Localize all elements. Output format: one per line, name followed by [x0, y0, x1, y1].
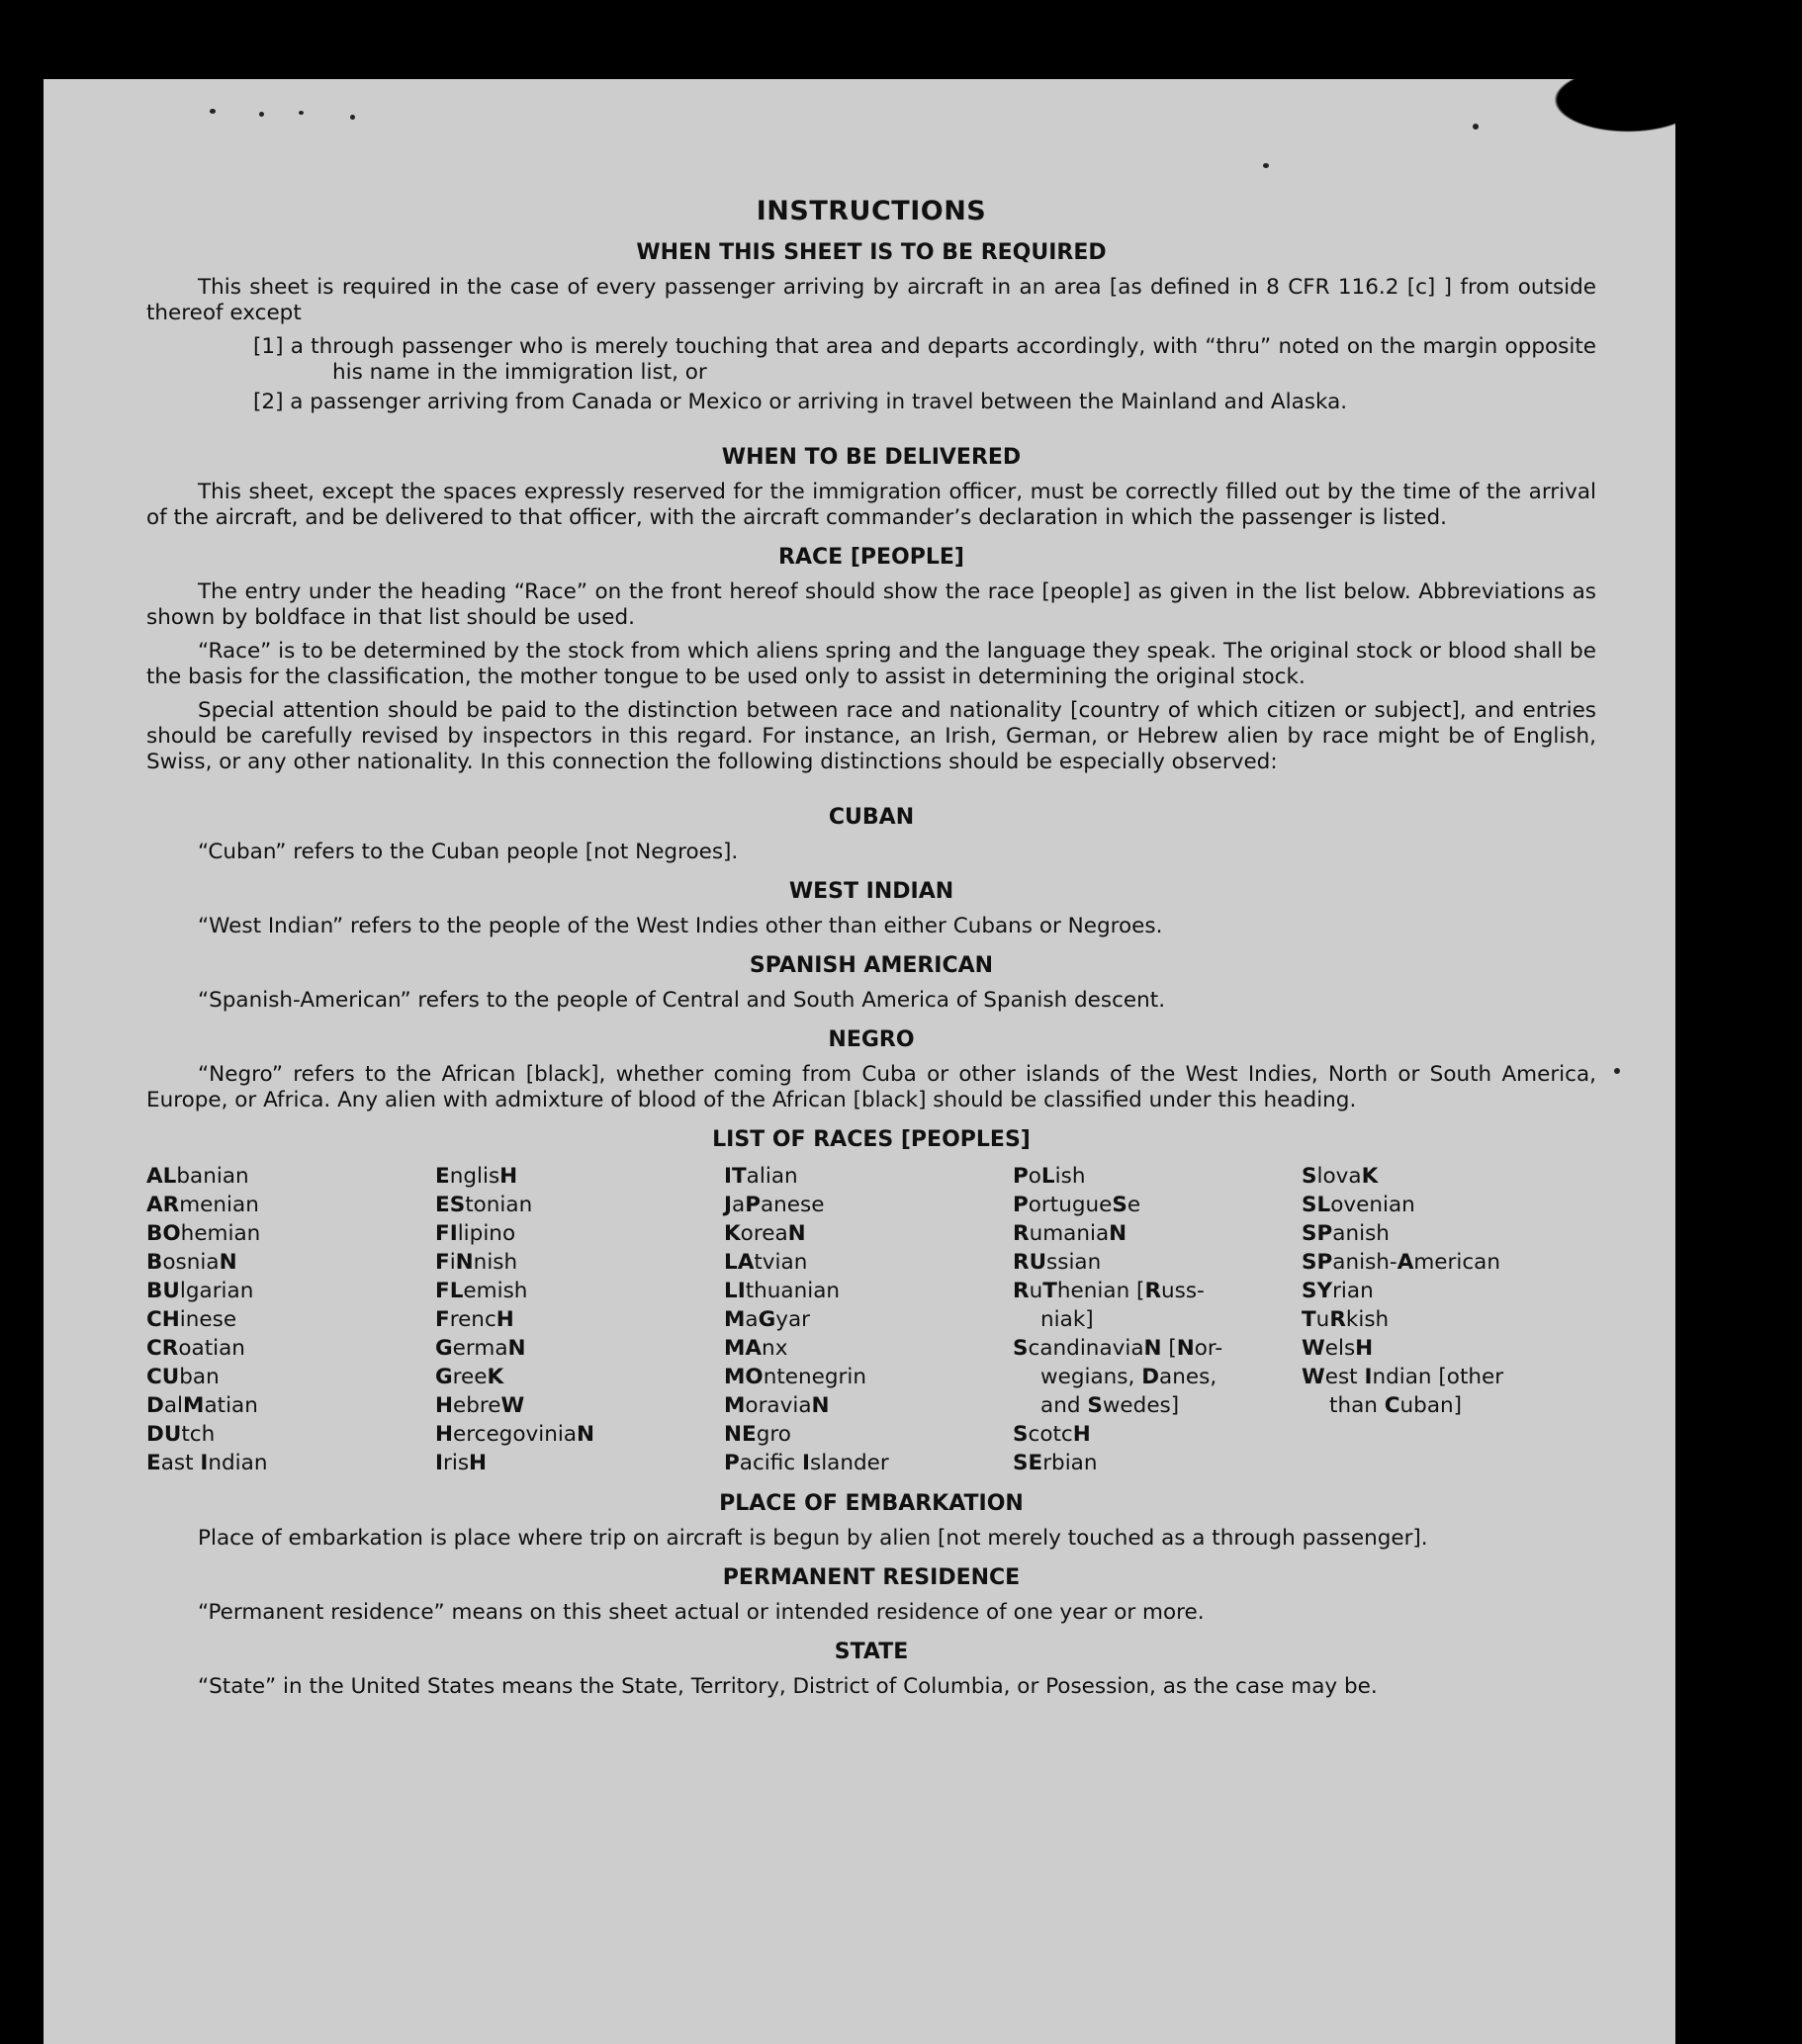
race-entry: SErbian: [1013, 1451, 1098, 1475]
race-entry: GreeK: [435, 1365, 504, 1389]
ink-speck: [1473, 124, 1479, 130]
race-column: [435, 1162, 724, 1477]
race-entry: and Swedes]: [1040, 1393, 1180, 1418]
race-column: [724, 1162, 1013, 1477]
race-entry: RuThenian [Russ-: [1013, 1279, 1205, 1303]
west-indian-text: “West Indian” refers to the people of the West Indies other than either Cubans or Negroes.: [198, 914, 1163, 938]
section-heading-state: STATE: [834, 1640, 909, 1664]
race-entry: TuRkish: [1302, 1307, 1390, 1332]
section-heading-negro: NEGRO: [828, 1027, 915, 1052]
race-entry: JaPanese: [724, 1193, 825, 1217]
race-entry: SPanish: [1302, 1221, 1390, 1246]
race-entry: ITalian: [724, 1164, 798, 1189]
race-entry: than Cuban]: [1329, 1393, 1463, 1418]
race-entry: niak]: [1040, 1307, 1094, 1332]
ink-speck: [299, 111, 304, 115]
section-heading-spanish-american: SPANISH AMERICAN: [749, 953, 994, 978]
race-entry: MAnx: [724, 1336, 788, 1361]
race-entry: CUban: [146, 1365, 220, 1389]
section-heading-list-of-races: LIST OF RACES [PEOPLES]: [712, 1127, 1031, 1152]
race-entry: BOhemian: [146, 1221, 261, 1246]
race-entry: ScotcH: [1013, 1422, 1091, 1447]
race-entry: HercegoviniaN: [435, 1422, 595, 1447]
race-entry: SYrian: [1302, 1279, 1374, 1303]
ink-speck: [1263, 163, 1269, 168]
exception-list: [146, 334, 1596, 415]
race-entry: NEgro: [724, 1422, 791, 1447]
ink-speck: [259, 112, 264, 117]
exception-item: [1] a through passenger who is merely touching that area and departs accordingly, with “thru” noted on the margin opposite his name in the immigration list, or: [253, 334, 1596, 385]
section-heading-cuban: CUBAN: [828, 805, 915, 830]
race-entry: SPanish-American: [1302, 1250, 1500, 1275]
instruction-sheet: [44, 79, 1675, 2044]
race-entry: SlovaK: [1302, 1164, 1379, 1189]
race-paragraph: Special attention should be paid to the distinction between race and nationality [country of which citizen or subject], and entries should be carefully revised by inspectors in this regard. For instance, an Irish, German, or Hebrew alien by race might be of English, Swiss, or any other nationality. In this connection the following distinctions should be especially observed:: [146, 698, 1596, 774]
race-list: [146, 1162, 1596, 1477]
race-entry: FiNnish: [435, 1250, 518, 1275]
race-entry: wegians, Danes,: [1040, 1365, 1217, 1389]
race-entry: EStonian: [435, 1193, 533, 1217]
race-paragraph: The entry under the heading “Race” on the front hereof should show the race [people] as given in the list below. Abbreviations as shown by boldface in that list should be used.: [146, 579, 1596, 630]
section-heading-residence: PERMANENT RESIDENCE: [722, 1565, 1021, 1590]
race-entry: West Indian [other: [1302, 1365, 1504, 1389]
embarkation-text: Place of embarkation is place where trip on aircraft is begun by alien [not merely touched as a through passenger].: [198, 1526, 1428, 1551]
page-title: INSTRUCTIONS: [756, 196, 987, 226]
race-entry: East Indian: [146, 1451, 268, 1475]
race-entry: CRoatian: [146, 1336, 245, 1361]
race-column: [1302, 1162, 1590, 1477]
race-entry: RUssian: [1013, 1250, 1102, 1275]
race-entry: BosniaN: [146, 1250, 237, 1275]
negro-text: “Negro” refers to the African [black], whether coming from Cuba or other islands of the West Indies, North or South America, Europe, or Africa. Any alien with admixture of blood of the African [black] should be classified under this heading.: [146, 1062, 1596, 1112]
race-paragraph: “Race” is to be determined by the stock from which aliens spring and the language they speak. The original stock or blood shall be the basis for the classification, the mother tongue to be used only to assist in determining the original stock.: [146, 639, 1596, 689]
race-entry: ALbanian: [146, 1164, 249, 1189]
cuban-text: “Cuban” refers to the Cuban people [not Negroes].: [198, 840, 739, 864]
race-column: [1013, 1162, 1302, 1477]
race-entry: CHinese: [146, 1307, 237, 1332]
ink-speck: [350, 115, 355, 120]
race-entry: ARmenian: [146, 1193, 259, 1217]
state-text: “State” in the United States means the State, Territory, District of Columbia, or Posession, as the case may be.: [198, 1674, 1378, 1699]
when-delivered-text: This sheet, except the spaces expressly reserved for the immigration officer, must be correctly filled out by the time of the arrival of the aircraft, and be delivered to that officer, with the aircraft commander’s declaration in which the passenger is listed.: [146, 480, 1596, 530]
race-entry: MOntenegrin: [724, 1365, 866, 1389]
section-heading-when-required: WHEN THIS SHEET IS TO BE REQUIRED: [636, 240, 1107, 265]
residence-text: “Permanent residence” means on this sheet actual or intended residence of one year or more.: [198, 1600, 1205, 1625]
race-entry: IrisH: [435, 1451, 488, 1475]
race-entry: SLovenian: [1302, 1193, 1415, 1217]
race-entry: LAtvian: [724, 1250, 808, 1275]
race-entry: LIthuanian: [724, 1279, 841, 1303]
section-heading-west-indian: WEST INDIAN: [788, 879, 954, 904]
race-entry: MaGyar: [724, 1307, 811, 1332]
race-entry: EnglisH: [435, 1164, 518, 1189]
exception-item: [2] a passenger arriving from Canada or Mexico or arriving in travel between the Mainland and Alaska.: [253, 390, 1348, 414]
spanish-american-text: “Spanish-American” refers to the people of Central and South America of Spanish descent.: [198, 988, 1166, 1013]
race-entry: WelsH: [1302, 1336, 1374, 1361]
race-entry: ScandinaviaN [Nor-: [1013, 1336, 1223, 1361]
race-column: [146, 1162, 435, 1477]
race-entry: FrencH: [435, 1307, 514, 1332]
race-entry: FLemish: [435, 1279, 528, 1303]
race-entry: DalMatian: [146, 1393, 258, 1418]
race-entry: RumaniaN: [1013, 1221, 1127, 1246]
section-heading-when-delivered: WHEN TO BE DELIVERED: [721, 445, 1022, 470]
race-entry: DUtch: [146, 1422, 216, 1447]
race-entry: Pacifc Islander: [724, 1451, 889, 1475]
race-entry: GermaN: [435, 1336, 526, 1361]
ink-speck: [210, 109, 216, 114]
race-entry: PortugueSe: [1013, 1193, 1141, 1217]
race-entry: FIlipino: [435, 1221, 516, 1246]
section-heading-embarkation: PLACE OF EMBARKATION: [719, 1491, 1024, 1516]
race-entry: PoLish: [1013, 1164, 1086, 1189]
race-entry: MoraviaN: [724, 1393, 830, 1418]
when-required-intro: This sheet is required in the case of every passenger arriving by aircraft in an area [as defined in 8 CFR 116.2 [c] ] from outside thereof except: [146, 275, 1596, 325]
ink-speck: [1614, 1068, 1620, 1074]
race-entry: KoreaN: [724, 1221, 806, 1246]
race-entry: HebreW: [435, 1393, 525, 1418]
race-entry: BUlgarian: [146, 1279, 254, 1303]
section-heading-race: RACE [PEOPLE]: [778, 545, 964, 570]
